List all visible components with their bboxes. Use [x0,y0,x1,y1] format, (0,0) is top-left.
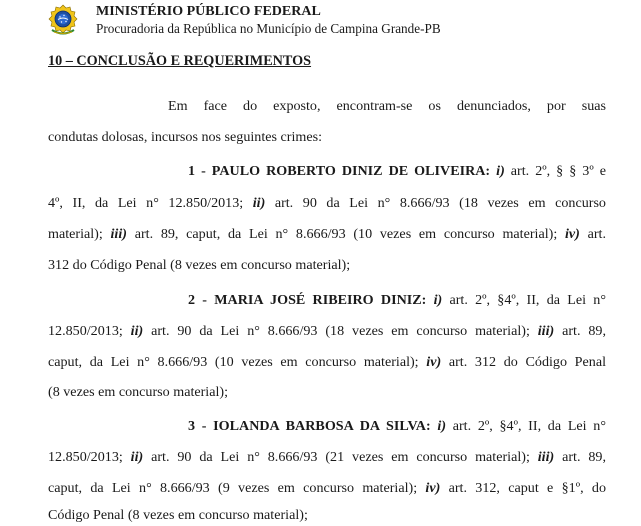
item-marker: iv) [564,226,580,242]
letterhead [48,3,608,37]
intro-text: Em face do exposto, encontram-se os denunciados, por suas [168,98,606,114]
paragraph-text: material); [48,226,111,242]
paragraph-text: 4º, II, da Lei n° 12.850/2013; [48,195,253,211]
defendant-paragraph-line [48,322,606,340]
item-marker: ii) [130,449,144,465]
paragraph-text: art. 2º, § § 3º e [504,163,606,179]
defendant-paragraph-line [48,479,606,497]
defendant-paragraph-line [48,194,606,212]
item-marker: iii) [537,449,555,465]
paragraph-text: caput, da Lei n° 8.666/93 (9 vezes em concurso material); [48,480,426,496]
defendant-paragraph-line [48,291,606,309]
paragraph-text: 12.850/2013; [48,323,131,339]
paragraph-text: caput, da Lei n° 8.666/93 (10 vezes em concurso material); [48,354,427,370]
paragraph-text: art. 312, caput e §1º, do [440,480,606,496]
intro-line [48,97,606,115]
defendant-paragraph-line [48,162,606,180]
item-marker: ii) [130,323,144,339]
item-marker: iii) [110,226,127,242]
defendant-paragraph-line [48,506,606,524]
paragraph-text: art. 312 do Código Penal [441,354,606,370]
item-marker: i) [433,292,443,308]
defendant-paragraph-line [48,417,606,435]
paragraph-text: art. 89, [554,449,606,465]
paragraph-text: art. 2º, §4º, II, da Lei n° [446,418,606,434]
paragraph-text: art. 90 da Lei n° 8.666/93 (21 vezes em concurso material); [143,449,538,465]
intro-text: condutas dolosas, incursos nos seguintes crimes: [48,129,323,145]
section-title: 10 – CONCLUSÃO E REQUERIMENTOS [48,53,312,69]
item-marker: ii) [252,195,266,211]
paragraph-text: art. 89, caput, da Lei n° 8.666/93 (10 vezes em concurso material); [126,226,565,242]
item-marker: i) [437,418,447,434]
item-marker: iv) [425,480,441,496]
defendant-paragraph-line [48,256,606,274]
paragraph-text: (8 vezes em concurso material); [48,384,229,400]
organization-name: MINISTÉRIO PÚBLICO FEDERAL [96,4,321,19]
item-marker: iv) [426,354,442,370]
defendant-name: 1 - PAULO ROBERTO DINIZ DE OLIVEIRA: [188,163,491,179]
item-marker: i) [496,163,505,179]
intro-line [48,128,606,146]
paragraph-text: art. [579,226,606,242]
paragraph-text: 312 do Código Penal (8 vezes em concurso material); [48,257,351,273]
defendant-paragraph-line [48,383,606,401]
defendant-paragraph-line [48,353,606,371]
paragraph-text: art. 90 da Lei n° 8.666/93 (18 vezes em concurso [265,195,606,211]
paragraph-text: art. 89, [554,323,606,339]
organization-subtitle: Procuradoria da República no Município de Campina Grande-PB [96,21,441,36]
paragraph-text: 12.850/2013; [48,449,131,465]
brazil-coat-of-arms-icon [48,4,78,36]
defendant-name: 3 - IOLANDA BARBOSA DA SILVA: [188,418,431,434]
paragraph-text: art. 90 da Lei n° 8.666/93 (18 vezes em concurso material); [143,323,538,339]
item-marker: iii) [537,323,555,339]
defendant-name: 2 - MARIA JOSÉ RIBEIRO DINIZ: [188,292,427,308]
paragraph-text: Código Penal (8 vezes em concurso material); [48,507,308,523]
paragraph-text: art. 2º, §4º, II, da Lei n° [442,292,606,308]
defendant-paragraph-line [48,448,606,466]
defendant-paragraph-line [48,225,606,243]
